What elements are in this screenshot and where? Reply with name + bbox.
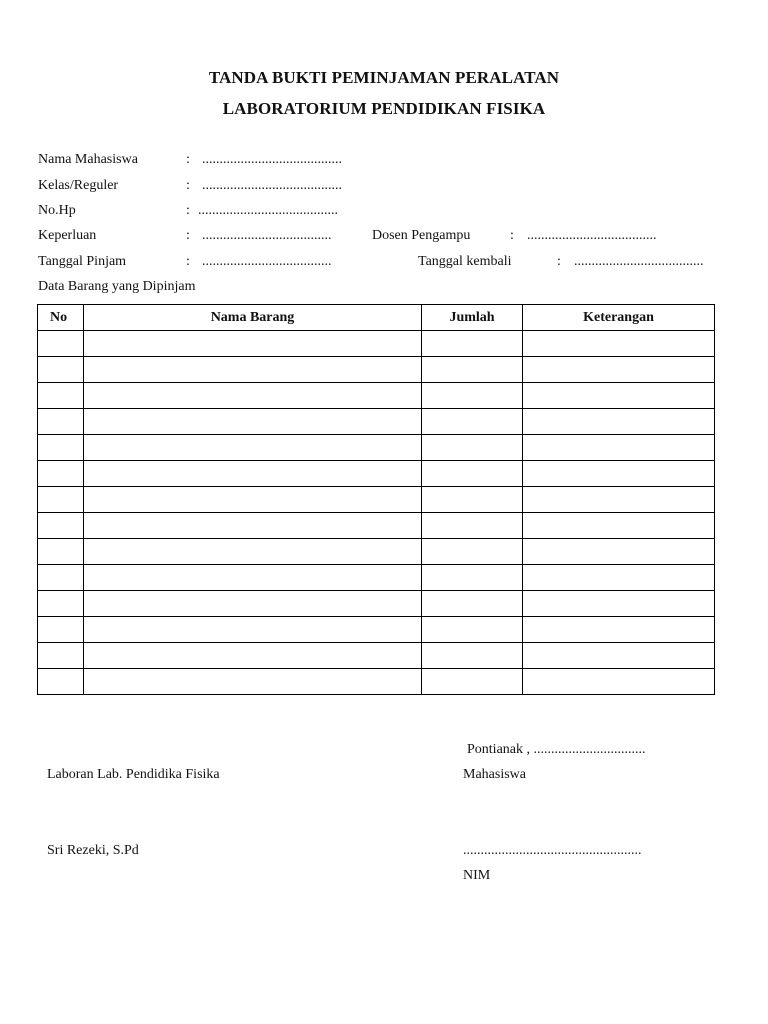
nama-colon: : xyxy=(186,152,190,167)
dosen-colon: : xyxy=(510,228,514,243)
cell-no[interactable] xyxy=(38,617,84,643)
table-row xyxy=(38,643,715,669)
table-row xyxy=(38,513,715,539)
kelas-colon: : xyxy=(186,178,190,193)
mahasiswa-signature-dots[interactable]: ................................................... xyxy=(463,843,642,858)
cell-jumlah[interactable] xyxy=(422,591,523,617)
cell-nama-barang[interactable] xyxy=(84,617,422,643)
cell-keterangan[interactable] xyxy=(523,383,715,409)
table-row xyxy=(38,617,715,643)
cell-nama-barang[interactable] xyxy=(84,357,422,383)
kelas-label: Kelas/Reguler xyxy=(38,178,119,193)
mahasiswa-role: Mahasiswa xyxy=(463,767,526,782)
cell-jumlah[interactable] xyxy=(422,487,523,513)
items-table-body xyxy=(38,331,715,695)
nohp-label: No.Hp xyxy=(38,203,76,218)
keperluan-label: Keperluan xyxy=(38,228,97,243)
cell-jumlah[interactable] xyxy=(422,617,523,643)
cell-nama-barang[interactable] xyxy=(84,383,422,409)
cell-no[interactable] xyxy=(38,669,84,695)
cell-keterangan[interactable] xyxy=(523,669,715,695)
table-row xyxy=(38,331,715,357)
nohp-input-dots[interactable]: ........................................ xyxy=(198,203,338,218)
cell-nama-barang[interactable] xyxy=(84,331,422,357)
cell-jumlah[interactable] xyxy=(422,331,523,357)
table-caption: Data Barang yang Dipinjam xyxy=(38,279,196,294)
cell-nama-barang[interactable] xyxy=(84,669,422,695)
cell-no[interactable] xyxy=(38,591,84,617)
cell-nama-barang[interactable] xyxy=(84,461,422,487)
table-row xyxy=(38,461,715,487)
cell-nama-barang[interactable] xyxy=(84,435,422,461)
cell-no[interactable] xyxy=(38,539,84,565)
table-row xyxy=(38,383,715,409)
table-row xyxy=(38,565,715,591)
laboran-name: Sri Rezeki, S.Pd xyxy=(47,843,139,858)
keperluan-colon: : xyxy=(186,228,190,243)
cell-jumlah[interactable] xyxy=(422,461,523,487)
cell-no[interactable] xyxy=(38,357,84,383)
table-row xyxy=(38,357,715,383)
cell-jumlah[interactable] xyxy=(422,383,523,409)
cell-no[interactable] xyxy=(38,331,84,357)
cell-keterangan[interactable] xyxy=(523,435,715,461)
table-row xyxy=(38,435,715,461)
cell-nama-barang[interactable] xyxy=(84,487,422,513)
tanggal-pinjam-input-dots[interactable]: ..................................... xyxy=(202,254,332,269)
keperluan-input-dots[interactable]: ..................................... xyxy=(202,228,332,243)
cell-jumlah[interactable] xyxy=(422,409,523,435)
tanggal-kembali-label: Tanggal kembali xyxy=(418,254,512,269)
cell-no[interactable] xyxy=(38,461,84,487)
cell-no[interactable] xyxy=(38,513,84,539)
cell-nama-barang[interactable] xyxy=(84,539,422,565)
tanggal-kembali-input-dots[interactable]: ..................................... xyxy=(574,254,704,269)
cell-keterangan[interactable] xyxy=(523,539,715,565)
form-title-line1: TANDA BUKTI PEMINJAMAN PERALATAN xyxy=(208,68,560,87)
cell-jumlah[interactable] xyxy=(422,435,523,461)
cell-jumlah[interactable] xyxy=(422,539,523,565)
laboran-role: Laboran Lab. Pendidika Fisika xyxy=(47,767,220,782)
table-row xyxy=(38,669,715,695)
cell-keterangan[interactable] xyxy=(523,513,715,539)
cell-nama-barang[interactable] xyxy=(84,643,422,669)
cell-keterangan[interactable] xyxy=(523,487,715,513)
table-row xyxy=(38,591,715,617)
header-keterangan: Keterangan xyxy=(523,305,715,331)
table-row xyxy=(38,487,715,513)
nohp-colon: : xyxy=(186,203,190,218)
cell-jumlah[interactable] xyxy=(422,513,523,539)
dosen-input-dots[interactable]: ..................................... xyxy=(527,228,657,243)
kelas-input-dots[interactable]: ........................................ xyxy=(202,178,342,193)
nama-label: Nama Mahasiswa xyxy=(38,152,138,167)
cell-jumlah[interactable] xyxy=(422,669,523,695)
cell-nama-barang[interactable] xyxy=(84,565,422,591)
cell-jumlah[interactable] xyxy=(422,565,523,591)
cell-keterangan[interactable] xyxy=(523,357,715,383)
cell-jumlah[interactable] xyxy=(422,643,523,669)
header-jumlah: Jumlah xyxy=(422,305,523,331)
nama-input-dots[interactable]: ........................................ xyxy=(202,152,342,167)
cell-keterangan[interactable] xyxy=(523,591,715,617)
cell-no[interactable] xyxy=(38,435,84,461)
cell-nama-barang[interactable] xyxy=(84,591,422,617)
cell-keterangan[interactable] xyxy=(523,409,715,435)
table-row xyxy=(38,539,715,565)
header-no: No xyxy=(38,305,84,331)
cell-nama-barang[interactable] xyxy=(84,409,422,435)
cell-nama-barang[interactable] xyxy=(84,513,422,539)
cell-keterangan[interactable] xyxy=(523,565,715,591)
tanggal-kembali-colon: : xyxy=(557,254,561,269)
table-row xyxy=(38,409,715,435)
header-nama-barang: Nama Barang xyxy=(84,305,422,331)
dosen-label: Dosen Pengampu xyxy=(372,228,471,243)
nim-label: NIM xyxy=(463,868,491,883)
cell-no[interactable] xyxy=(38,409,84,435)
cell-keterangan[interactable] xyxy=(523,461,715,487)
cell-no[interactable] xyxy=(38,643,84,669)
cell-no[interactable] xyxy=(38,487,84,513)
cell-keterangan[interactable] xyxy=(523,643,715,669)
cell-keterangan[interactable] xyxy=(523,617,715,643)
cell-no[interactable] xyxy=(38,565,84,591)
cell-jumlah[interactable] xyxy=(422,357,523,383)
form-title-line2: LABORATORIUM PENDIDIKAN FISIKA xyxy=(222,99,546,118)
cell-no[interactable] xyxy=(38,383,84,409)
tanggal-pinjam-colon: : xyxy=(186,254,190,269)
tanggal-pinjam-label: Tanggal Pinjam xyxy=(38,254,127,269)
items-table xyxy=(37,304,715,695)
table-header-row xyxy=(38,305,715,331)
cell-keterangan[interactable] xyxy=(523,331,715,357)
place-date-line[interactable]: Pontianak , ................................ xyxy=(467,742,646,757)
